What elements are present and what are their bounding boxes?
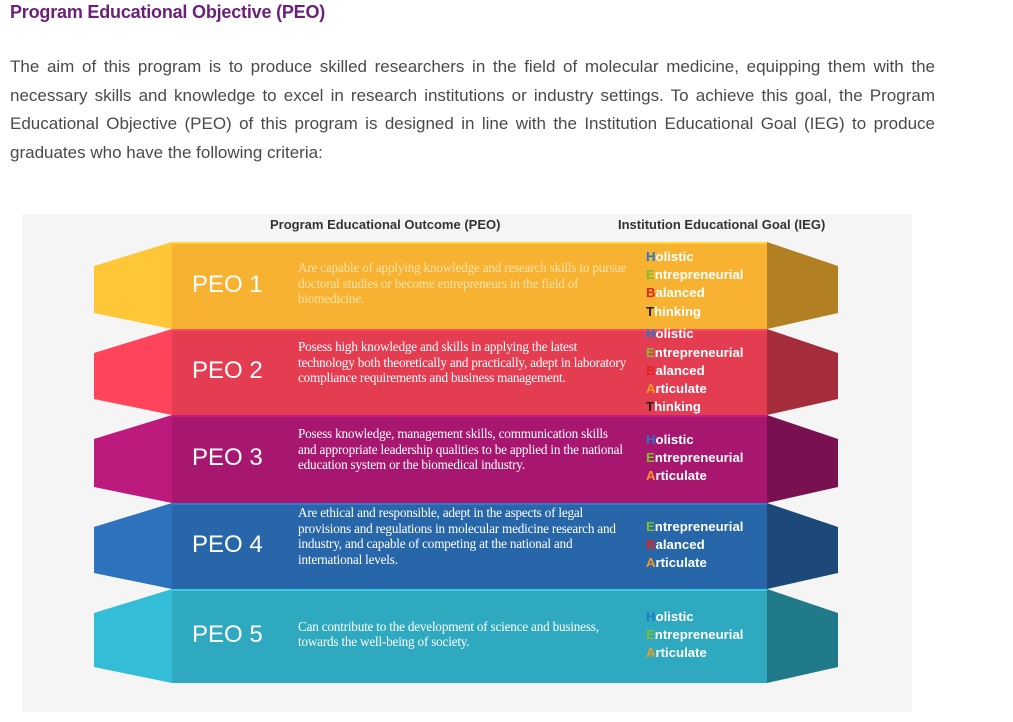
peo-label: PEO 2 — [192, 357, 263, 384]
ieg-word-rest: hinking — [654, 399, 701, 415]
band-highlight — [172, 242, 767, 244]
ieg-item — [646, 266, 786, 284]
ieg-word-rest: hinking — [654, 303, 701, 319]
ieg-word-rest: ntrepreneurial — [654, 449, 744, 465]
ieg-initial-letter: A — [646, 555, 656, 571]
peo-ieg-infographic — [22, 214, 912, 712]
ieg-initial-letter: A — [646, 381, 656, 397]
ieg-initial-letter: A — [646, 468, 656, 484]
ieg-item — [646, 608, 786, 626]
band-left-side — [94, 589, 172, 683]
peo-description: Can contribute to the development of science and business, towards the well-being of society. — [298, 618, 599, 649]
ieg-word-rest: olistic — [655, 326, 694, 342]
ieg-word-rest: rticulate — [655, 381, 707, 397]
ieg-item — [646, 554, 786, 572]
ieg-list — [646, 431, 786, 486]
ieg-word-rest: rticulate — [655, 555, 707, 571]
peo-label: PEO 3 — [192, 444, 263, 471]
ieg-initial-letter: H — [646, 326, 656, 342]
column-header-peo: Program Educational Outcome (PEO) — [270, 217, 501, 232]
ieg-item — [646, 518, 786, 536]
peo-label: PEO 1 — [192, 270, 263, 298]
ieg-word-rest: ntrepreneurial — [654, 344, 744, 360]
ieg-word-rest: alanced — [655, 285, 705, 301]
ieg-initial-letter: A — [646, 645, 656, 661]
ieg-initial-letter: H — [646, 248, 656, 264]
ieg-initial-letter: E — [646, 518, 655, 534]
ieg-item — [646, 325, 786, 343]
ieg-initial-letter: T — [646, 399, 655, 415]
ieg-item — [646, 303, 786, 321]
ieg-item — [646, 398, 786, 416]
ieg-word-rest: alanced — [655, 536, 705, 552]
ieg-initial-letter: T — [646, 303, 655, 319]
ieg-initial-letter: E — [646, 626, 655, 642]
peo-description: Are capable of applying knowledge and research skills to pursue doctoral studies or become entrepreneurs in the field of biomedicine. — [298, 260, 627, 307]
peo-description: Posess high knowledge and skills in applying the latest technology both theoretically and practically, adept in laboratory compliance requirements and business management. — [298, 339, 626, 385]
ieg-word-rest: ntrepreneurial — [654, 518, 744, 534]
ieg-item — [646, 431, 786, 449]
ieg-initial-letter: B — [646, 285, 656, 301]
band-left-side — [94, 415, 172, 503]
ieg-word-rest: alanced — [655, 362, 705, 378]
ieg-word-rest: ntrepreneurial — [654, 626, 744, 642]
column-header-ieg: Institution Educational Goal (IEG) — [618, 217, 826, 232]
page-title: Program Educational Objective (PEO) — [10, 2, 326, 22]
ieg-item — [646, 248, 786, 266]
band-left-side — [94, 242, 172, 329]
ieg-initial-letter: H — [646, 608, 656, 624]
ieg-list — [646, 608, 786, 663]
peo-description: Posess knowledge, management skills, communication skills and appropriate leadership qualities to be applied in the national education system or the biomedical industry. — [298, 426, 623, 472]
ieg-word-rest: ntrepreneurial — [654, 267, 744, 283]
ieg-item — [646, 449, 786, 467]
ieg-item — [646, 380, 786, 398]
band-left-side — [94, 329, 172, 415]
ieg-item — [646, 644, 786, 662]
band-highlight — [172, 589, 767, 591]
ieg-initial-letter: E — [646, 449, 655, 465]
ieg-word-rest: olistic — [655, 608, 694, 624]
peo-label: PEO 4 — [192, 531, 263, 558]
band-left-side — [94, 503, 172, 589]
ieg-item — [646, 344, 786, 362]
ieg-list — [646, 248, 786, 321]
ieg-word-rest: olistic — [655, 248, 694, 264]
ieg-item — [646, 626, 786, 644]
ieg-item — [646, 284, 786, 302]
ieg-initial-letter: B — [646, 362, 656, 378]
ieg-initial-letter: E — [646, 344, 655, 360]
ieg-list — [646, 518, 786, 573]
ieg-item — [646, 467, 786, 485]
ieg-initial-letter: B — [646, 536, 656, 552]
ieg-word-rest: rticulate — [655, 468, 707, 484]
ieg-initial-letter: E — [646, 267, 655, 283]
intro-paragraph: The aim of this program is to produce skilled researchers in the field of molecular medicine, equipping them with the necessary skills and knowledge to excel in research institutions or industry settings. To achieve this goal, the Program Educational Objective (PEO) of this program is designed in line with the Institution Educational Goal (IEG) to produce graduates who have the following criteria: — [10, 57, 935, 163]
ieg-word-rest: olistic — [655, 431, 694, 447]
ieg-item — [646, 362, 786, 380]
ieg-initial-letter: H — [646, 431, 656, 447]
peo-description: Are ethical and responsible, adept in the aspects of legal provisions and regulations in molecular medicine research and industry, and capable of competing at the national and international levels. — [298, 505, 616, 567]
peo-label: PEO 5 — [192, 621, 263, 648]
ieg-list — [646, 325, 786, 416]
ieg-word-rest: rticulate — [655, 645, 707, 661]
ieg-item — [646, 536, 786, 554]
